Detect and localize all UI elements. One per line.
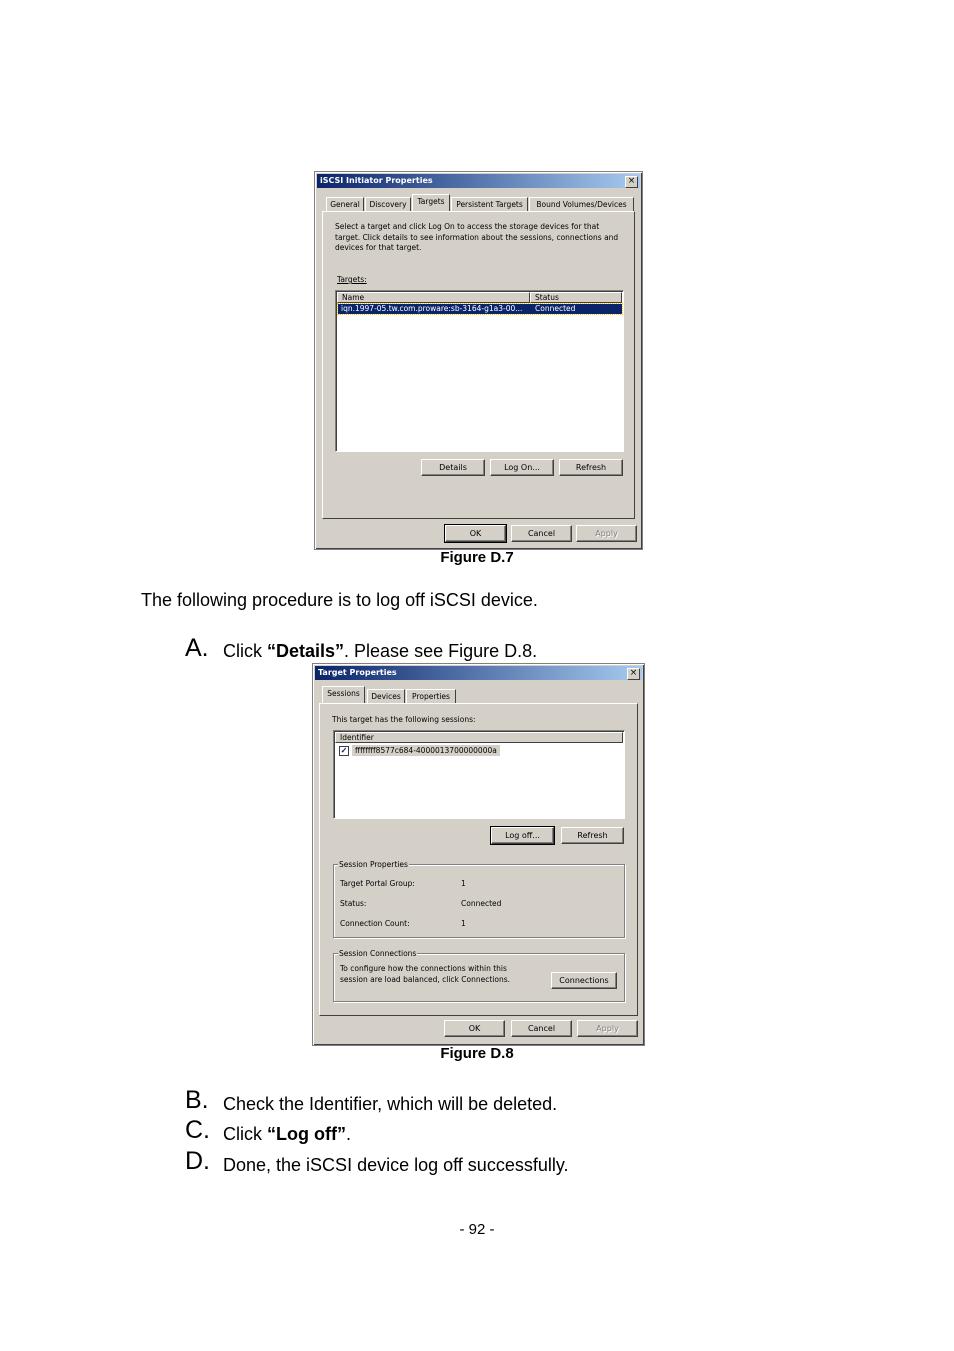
- step-letter-a: A.: [185, 634, 209, 662]
- target-status: Connected: [535, 304, 576, 313]
- connections-button[interactable]: Connections: [551, 972, 617, 989]
- apply-button[interactable]: Apply: [577, 1020, 638, 1037]
- tab-targets[interactable]: Targets: [412, 194, 450, 211]
- tab-persistent-targets[interactable]: Persistent Targets: [451, 197, 528, 211]
- target-properties-dialog: [312, 663, 645, 1046]
- targets-description: Select a target and click Log On to access the storage devices for that target. Click details to see information about the sessions, connections and devices for that target.: [335, 222, 619, 252]
- details-button[interactable]: Details: [421, 459, 485, 476]
- column-status[interactable]: Status: [530, 292, 622, 303]
- figure-caption-d8: Figure D.8: [440, 1045, 514, 1062]
- close-icon[interactable]: ×: [627, 668, 640, 680]
- targets-label: Targets:: [337, 275, 367, 284]
- refresh-button[interactable]: Refresh: [561, 827, 624, 844]
- close-icon[interactable]: ×: [625, 176, 638, 188]
- ok-button[interactable]: OK: [445, 525, 506, 542]
- apply-button[interactable]: Apply: [576, 525, 637, 542]
- tab-discovery[interactable]: Discovery: [365, 197, 411, 211]
- logon-button[interactable]: Log On...: [490, 459, 554, 476]
- step-letter-c: C.: [185, 1116, 210, 1144]
- column-identifier[interactable]: Identifier: [335, 732, 623, 743]
- prop-value-connection-count: 1: [461, 919, 466, 928]
- session-identifier: ffffffff8577c684-4000013700000000a: [352, 745, 500, 756]
- figure-caption-d7: Figure D.7: [440, 549, 514, 566]
- sessions-label: This target has the following sessions:: [332, 715, 476, 724]
- dialog-title: Target Properties: [318, 668, 397, 677]
- tab-bound-volumes[interactable]: Bound Volumes/Devices: [529, 197, 634, 211]
- tab-properties[interactable]: Properties: [406, 689, 456, 703]
- step-d-text: Done, the iSCSI device log off successfully.: [223, 1155, 569, 1175]
- step-letter-d: D.: [185, 1147, 210, 1175]
- column-name[interactable]: Name: [337, 292, 530, 303]
- page-number: - 92 -: [459, 1221, 495, 1238]
- dialog-title: iSCSI Initiator Properties: [320, 176, 433, 185]
- dialog-titlebar: [315, 666, 642, 680]
- step-a-bold: “Details”: [267, 641, 345, 661]
- prop-label-portal-group: Target Portal Group:: [340, 879, 415, 888]
- step-c-text: Click “Log off”.: [223, 1124, 351, 1144]
- session-connections-text: To configure how the connections within this session are load balanced, click Connections.: [340, 964, 510, 984]
- targets-list[interactable]: [335, 290, 624, 452]
- target-name: iqn.1997-05.tw.com.proware:sb-3164-g1a3-00...: [341, 304, 523, 313]
- prop-value-status: Connected: [461, 899, 502, 908]
- intro-text: The following procedure is to log off iSCSI device.: [141, 590, 538, 610]
- tab-devices[interactable]: Devices: [367, 689, 405, 703]
- session-properties-legend: Session Properties: [339, 860, 408, 869]
- target-row[interactable]: [338, 304, 622, 314]
- tab-sessions[interactable]: Sessions: [322, 686, 365, 703]
- tab-general[interactable]: General: [326, 197, 364, 211]
- sessions-list[interactable]: [333, 730, 625, 819]
- step-b-text: Check the Identifier, which will be deleted.: [223, 1094, 558, 1114]
- iscsi-initiator-dialog: [314, 171, 643, 550]
- cancel-button[interactable]: Cancel: [511, 525, 572, 542]
- dialog-titlebar: [317, 174, 640, 188]
- cancel-button[interactable]: Cancel: [511, 1020, 572, 1037]
- session-connections-legend: Session Connections: [339, 949, 417, 958]
- checkbox-checked-icon[interactable]: ✓: [340, 746, 348, 755]
- step-a-text: Click “Details”. Please see Figure D.8.: [223, 641, 538, 661]
- step-c-bold: “Log off”: [267, 1124, 346, 1144]
- refresh-button[interactable]: Refresh: [559, 459, 623, 476]
- logoff-button[interactable]: Log off...: [491, 827, 554, 844]
- prop-label-status: Status:: [340, 899, 367, 908]
- session-row[interactable]: [339, 745, 509, 756]
- prop-value-portal-group: 1: [461, 879, 466, 888]
- prop-label-connection-count: Connection Count:: [340, 919, 410, 928]
- ok-button[interactable]: OK: [444, 1020, 505, 1037]
- step-letter-b: B.: [185, 1086, 209, 1114]
